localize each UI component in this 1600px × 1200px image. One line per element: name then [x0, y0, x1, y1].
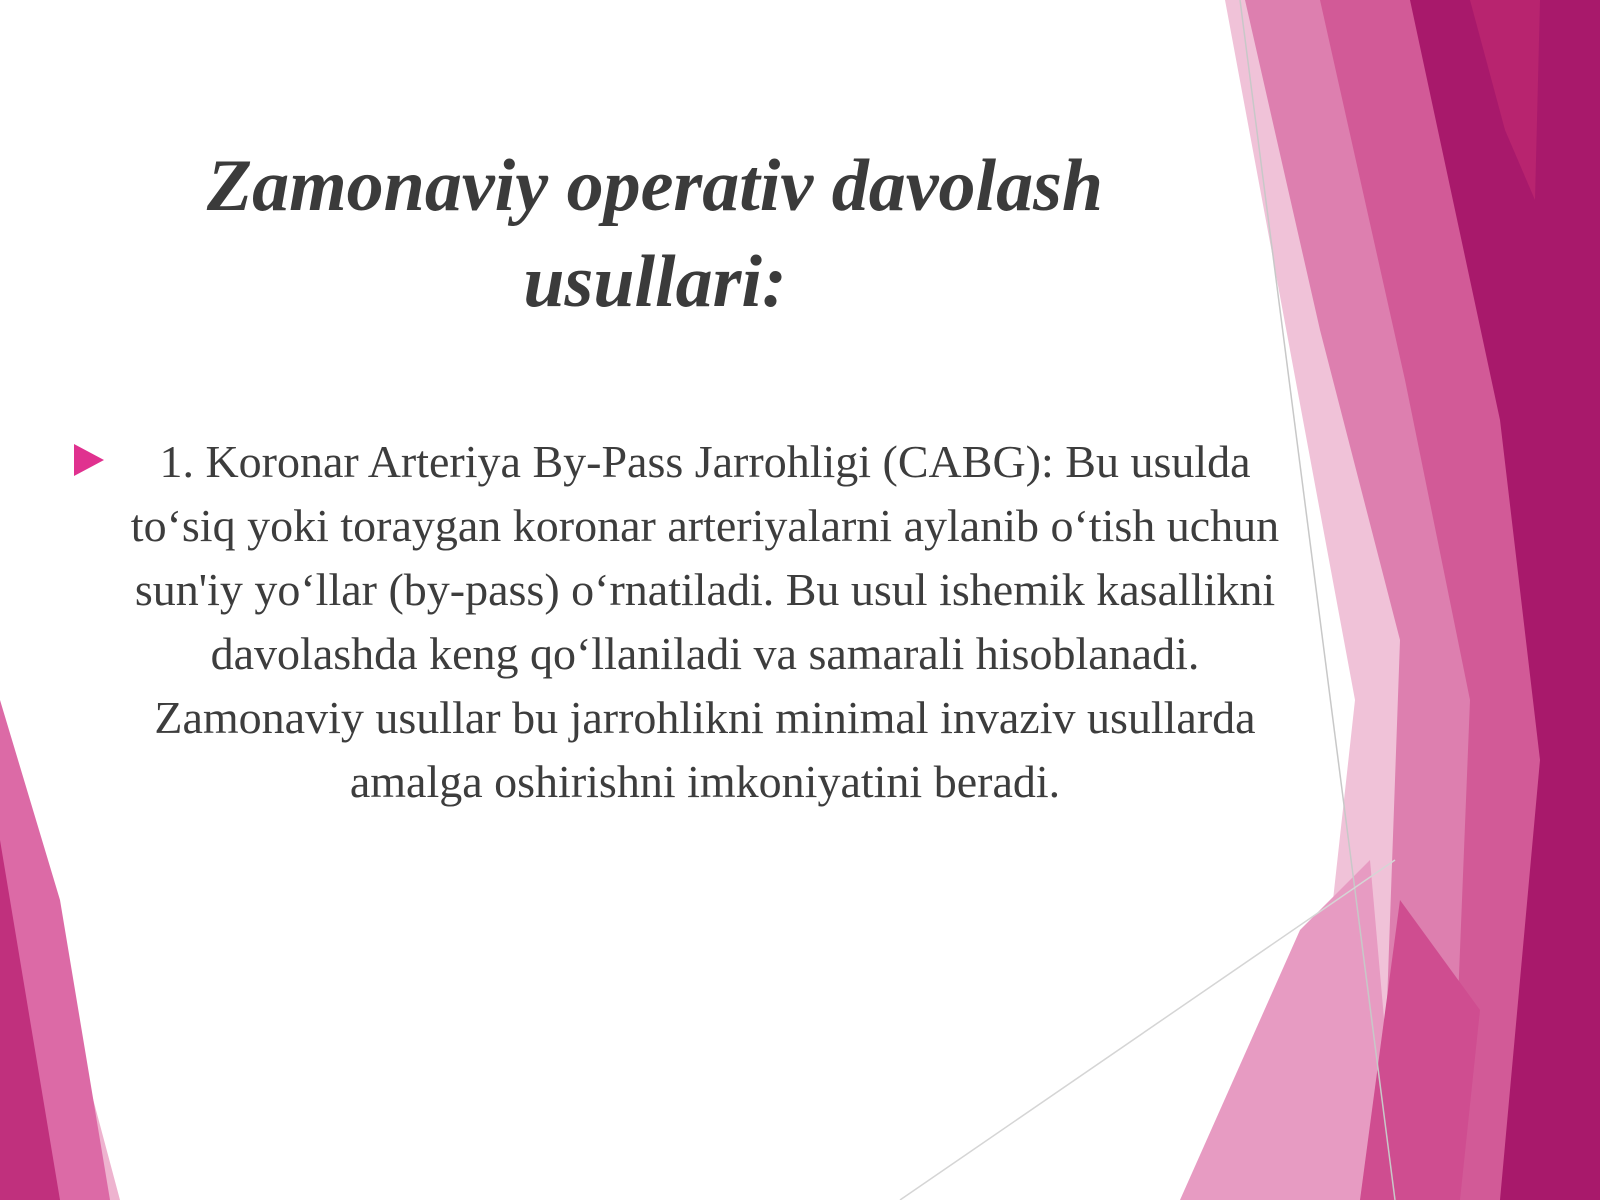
slide-title: Zamonaviy operativ davolash usullari:	[206, 145, 1104, 323]
triangle-bullet-icon	[74, 444, 104, 476]
bullet-text: 1. Koronar Arteriya By-Pass Jarrohligi (CABG): Bu usulda to‘siq yoki toraygan koronar arteriyalarni aylanib o‘tish uchun sun'iy yo‘llar (by-pass) o‘rnatiladi. Bu usul ishemik kasallikni davolashda keng qo‘llaniladi va samarali hisoblanadi. Zamonaviy usullar bu jarrohlikni minimal invaziv usullarda amalga oshirishni imkoniyatini beradi.	[130, 436, 1280, 807]
bullet-list	[70, 430, 1310, 900]
